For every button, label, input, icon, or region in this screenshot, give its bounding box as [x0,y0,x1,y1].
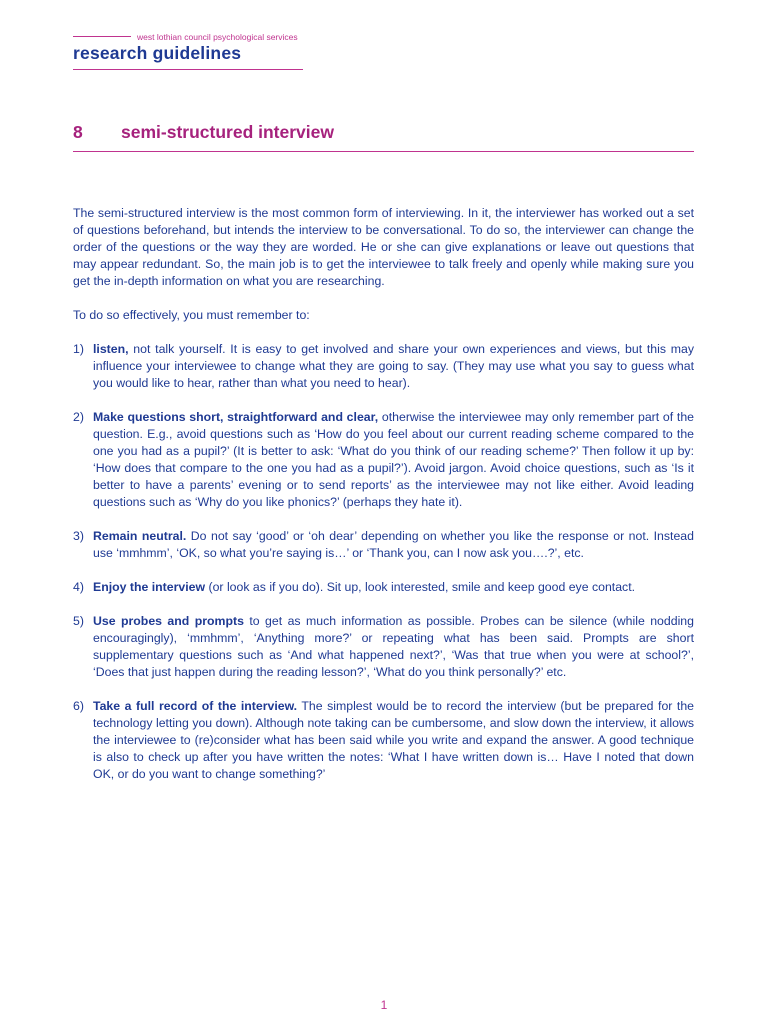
list-item [73,579,694,596]
list-item-emphasis: listen, [93,342,129,356]
page-number: 1 [380,998,388,1012]
list-item-body: to get as much information as possible. Probes can be silence (while nodding encouragingly), ‘mmhmm’, ‘Anything more?’ or repeating what has been said. Prompts are short supplementary questions such as ‘And what happened next?’, ‘Was that true when you were at school?’, ‘Does that just happen during the reading lesson?’, ‘What do you think personally?’ etc. [93,614,694,679]
list-item-text [93,613,694,681]
intro-paragraph: The semi-structured interview is the most common form of interviewing. In it, the interviewer has worked out a set of questions beforehand, but intends the interview to be conversational. To do so, the interviewer can change the order of the questions or the way they are worded. He or she can give explanations or leave out questions that may appear redundant. So, the main job is to get the interviewee to talk freely and openly while making sure you get the in-depth information on what you are researching. [73,206,694,288]
list-item-emphasis: Use probes and prompts [93,614,244,628]
header-divider [73,69,303,70]
brand-title: research guidelines [73,43,242,63]
section-divider [73,151,694,152]
lead-paragraph: To do so effectively, you must remember to: [73,308,310,322]
document-body [73,205,694,800]
list-item-text [93,579,694,596]
list-item-text [93,409,694,511]
list-item-number: 4) [73,580,84,594]
list-item-text [93,341,694,392]
list-item-body: (or look as if you do). Sit up, look interested, smile and keep good eye contact. [205,580,636,594]
list-item-body: not talk yourself. It is easy to get involved and share your own experiences and views, but this may influence your interviewee to change what they are going to say. (They may use what you say to guess what you would like to hear, rather than what you need to hear). [93,342,694,390]
list-item-body: otherwise the interviewee may only remember part of the question. E.g., avoid questions such as ‘How do you feel about our current reading scheme compared to the one you had as a pupil?’ (It is better to ask: ‘What do you think of our reading scheme?’ Then follow it up by: ‘How does that compare to the one you had as a pupil?’). Avoid jargon. Avoid choice questions, such as ‘Is it better to have a parents’ evening or to send reports’ as the interviewee may not like either. Avoid leading questions such as ‘Why do you like phonics?’ (perhaps they hate it). [93,410,694,509]
list-item-text [93,528,694,562]
section-heading [73,121,694,152]
org-divider [73,36,131,37]
section-title: semi-structured interview [121,121,334,142]
list-item-body: The simplest would be to record the interview (but be prepared for the technology letting you down). Although note taking can be cumbersome, and slow down the interview, it allows the interviewee to (re)consider what has been said while you write and expand the answer. A good technique is also to check up after you have written the notes: ‘What I have written down is… Have I noted that down OK, or do you want to change something?’ [93,699,694,781]
list-item-emphasis: Take a full record of the interview. [93,699,298,713]
list-item [73,528,694,562]
list-item [73,698,694,783]
list-item-text [93,698,694,783]
list-item-emphasis: Remain neutral. [93,529,187,543]
list-item-number: 1) [73,342,84,356]
section-title-row [73,121,694,143]
list-item-emphasis: Enjoy the interview [93,580,206,594]
list-item-number: 5) [73,614,84,628]
document-header [73,31,303,70]
organisation-name: west lothian council psychological services [137,31,298,42]
list-item-body: Do not say ‘good’ or ‘oh dear’ depending on whether you like the response or not. Instead use ‘mmhmm’, ‘OK, so what you’re saying is…’ or ‘Thank you, can I now ask you….?’, etc. [93,529,694,560]
list-item-number: 2) [73,410,84,424]
list-item [73,341,694,392]
list-item-number: 3) [73,529,84,543]
list-item [73,409,694,511]
list-item-number: 6) [73,699,84,713]
list-item [73,613,694,681]
org-row [73,31,303,42]
list-item-emphasis: Make questions short, straightforward and clear, [93,410,379,424]
section-number: 8 [73,121,83,142]
